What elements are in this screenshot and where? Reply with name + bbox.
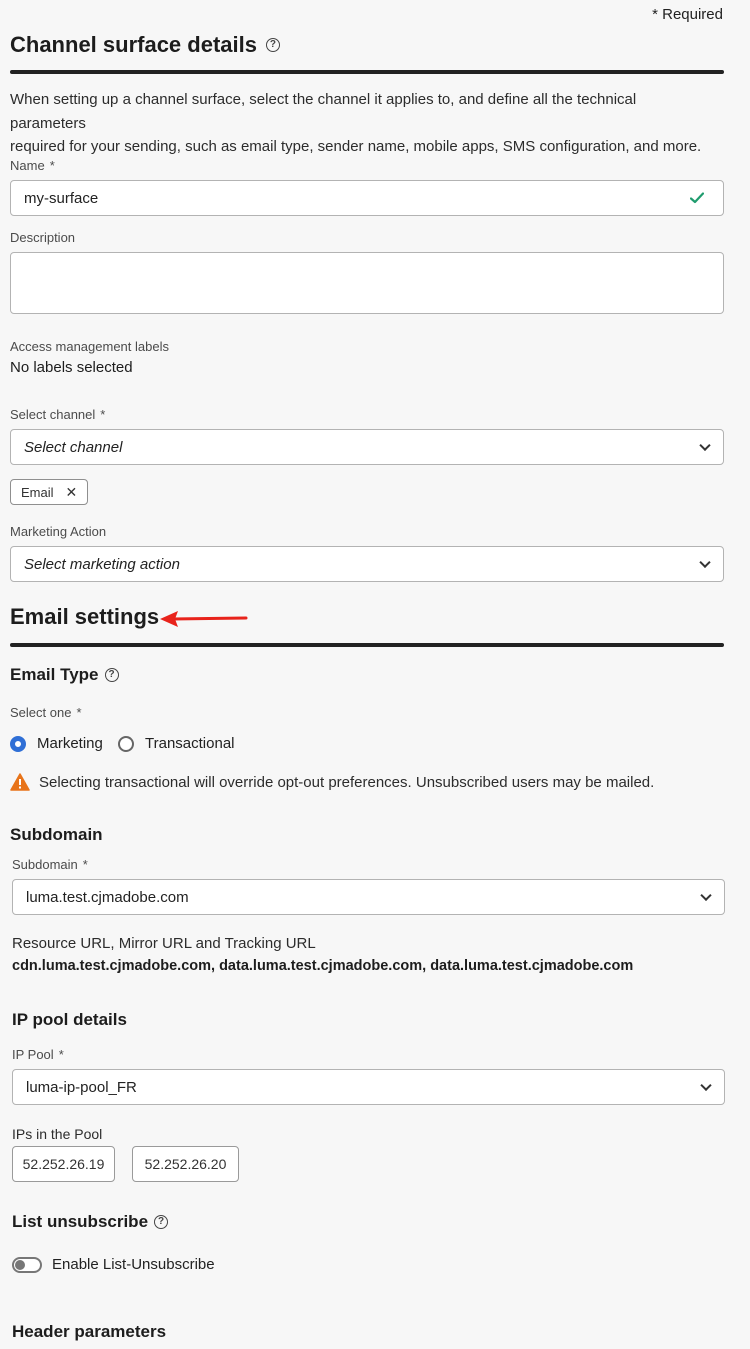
name-label <box>10 158 55 173</box>
channel-tag-label: Email <box>21 484 54 500</box>
email-type-title: Email Type <box>10 665 99 684</box>
marketing-action-label: Marketing Action <box>10 524 107 539</box>
warning-icon <box>10 773 30 791</box>
chevron-down-icon <box>700 890 711 901</box>
ip-address-box: 52.252.26.19 <box>12 1146 115 1182</box>
ip-pool-value: luma-ip-pool_FR <box>26 1079 137 1096</box>
select-one-label-text: Select one <box>10 705 72 720</box>
required-note: * Required <box>652 6 723 23</box>
chevron-down-icon <box>699 440 710 451</box>
required-star: * <box>100 407 106 422</box>
select-one-label <box>10 705 82 720</box>
marketing-action-placeholder: Select marketing action <box>24 556 180 573</box>
subdomain-value: luma.test.cjmadobe.com <box>26 889 189 906</box>
warning-message <box>10 773 654 791</box>
select-channel-label-text: Select channel <box>10 407 96 422</box>
ip-address-box: 52.252.26.20 <box>132 1146 239 1182</box>
marketing-action-dropdown[interactable] <box>10 546 724 582</box>
toggle-label: Enable List-Unsubscribe <box>52 1256 215 1273</box>
chevron-down-icon <box>699 557 710 568</box>
email-settings-title: Email settings <box>10 604 160 629</box>
arrow-left-icon <box>158 608 248 630</box>
section-description <box>10 88 710 159</box>
select-channel-placeholder: Select channel <box>24 439 123 456</box>
select-channel-label <box>10 407 105 422</box>
ip-pool-label-text: IP Pool <box>12 1047 54 1062</box>
required-star: * <box>49 158 55 173</box>
ip-pool-title: IP pool details <box>12 1010 127 1029</box>
help-icon[interactable]: ? <box>154 1215 168 1229</box>
required-star: * <box>58 1047 64 1062</box>
subdomain-label <box>12 857 88 872</box>
toggle-switch[interactable] <box>12 1257 42 1273</box>
help-icon[interactable]: ? <box>266 38 280 52</box>
description-line: When setting up a channel surface, select the channel it applies to, and define all the technical parameters <box>10 91 637 132</box>
radio-label: Transactional <box>145 735 235 752</box>
header-parameters-title: Header parameters <box>12 1322 167 1341</box>
subdomain-label-text: Subdomain <box>12 857 78 872</box>
description-line: required for your sending, such as email type, sender name, mobile apps, SMS configuration, and more. <box>10 138 702 155</box>
radio-selected-icon[interactable] <box>10 736 26 752</box>
email-type-header <box>10 665 119 685</box>
required-star: * <box>76 705 82 720</box>
channel-surface-header <box>10 32 280 58</box>
radio-option-transactional[interactable] <box>118 735 235 752</box>
radio-unselected-icon[interactable] <box>118 736 134 752</box>
ip-pool-label <box>12 1047 64 1062</box>
description-label: Description <box>10 230 76 245</box>
list-unsubscribe-toggle-row[interactable] <box>12 1256 215 1273</box>
name-label-text: Name <box>10 158 45 173</box>
check-icon <box>690 192 704 204</box>
chevron-down-icon <box>700 1080 711 1091</box>
access-management-label: Access management labels <box>10 339 169 354</box>
radio-option-marketing[interactable] <box>10 735 103 752</box>
subdomain-dropdown[interactable] <box>12 879 725 915</box>
help-icon[interactable]: ? <box>105 668 119 682</box>
select-channel-dropdown[interactable] <box>10 429 724 465</box>
required-star: * <box>82 857 88 872</box>
access-management-value: No labels selected <box>10 359 133 376</box>
urls-label: Resource URL, Mirror URL and Tracking URL <box>12 935 316 952</box>
radio-label: Marketing <box>37 735 103 752</box>
urls-value: cdn.luma.test.cjmadobe.com, data.luma.test.cjmadobe.com, data.luma.test.cjmadobe.com <box>12 958 634 974</box>
remove-tag-icon[interactable]: ✕ <box>65 483 78 500</box>
name-field[interactable] <box>10 180 724 216</box>
description-textarea[interactable] <box>10 252 724 314</box>
page-title: Channel surface details <box>10 32 257 57</box>
subdomain-title: Subdomain <box>10 825 103 844</box>
warning-text: Selecting transactional will override opt-out preferences. Unsubscribed users may be mailed. <box>39 773 655 791</box>
section-divider <box>10 70 724 74</box>
section-divider <box>10 643 724 647</box>
name-input-value: my-surface <box>24 190 99 207</box>
list-unsubscribe-header <box>12 1212 168 1232</box>
list-unsubscribe-title: List unsubscribe <box>12 1212 149 1231</box>
ips-label: IPs in the Pool <box>12 1126 103 1142</box>
ip-pool-dropdown[interactable] <box>12 1069 725 1105</box>
channel-tag-email <box>10 479 88 505</box>
